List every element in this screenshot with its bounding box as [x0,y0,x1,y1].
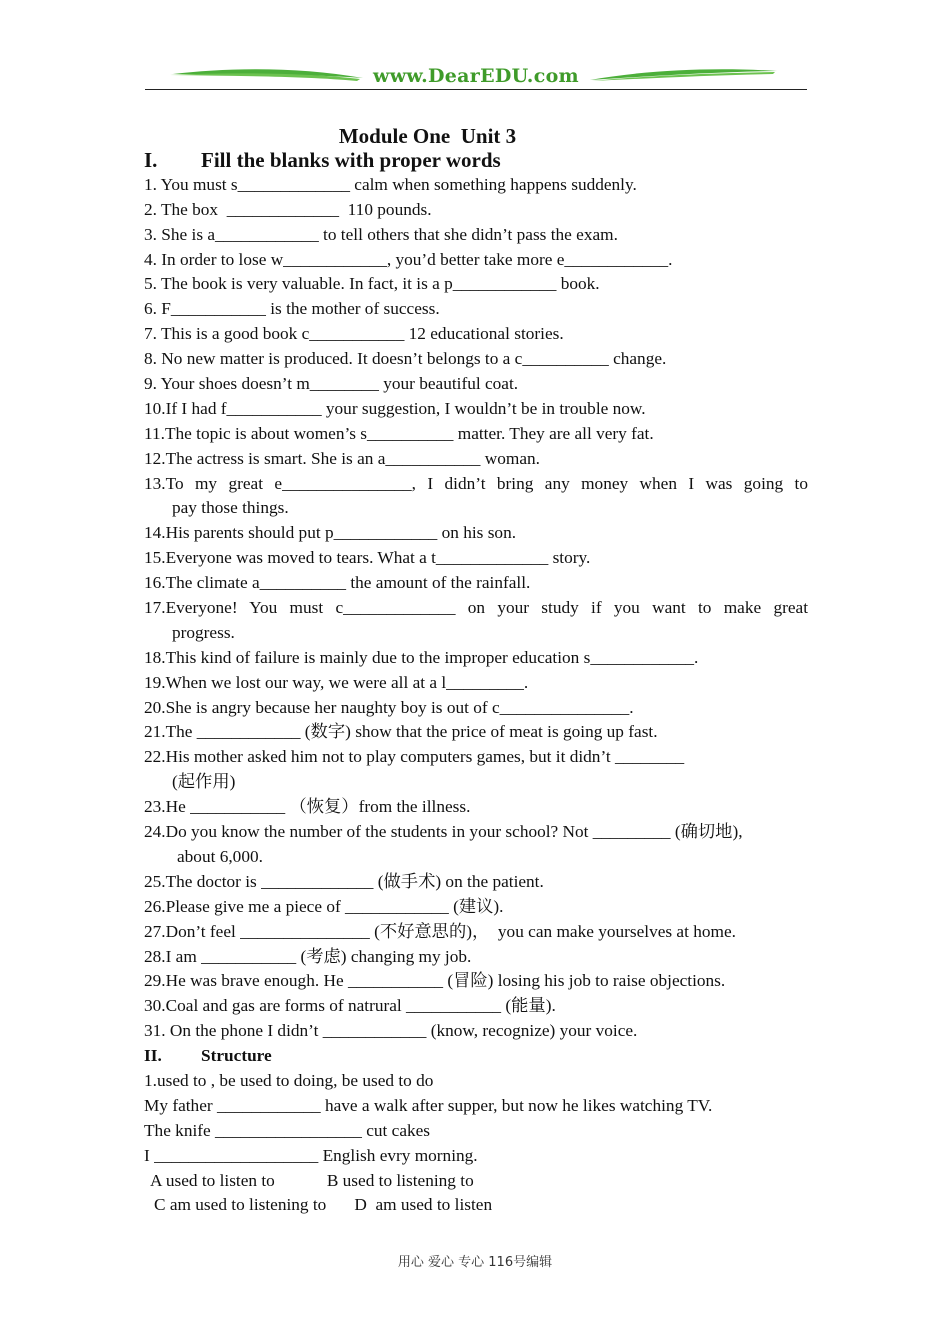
exercise-item: 9. Your shoes doesn’t m________ your beautiful coat. [144,374,519,394]
exercise-item: 10.If I had f___________ your suggestion, I wouldn’t be in trouble now. [144,398,646,418]
exercise-item: 5. The book is very valuable. In fact, it is a p____________ book. [144,274,600,294]
exercise-item: 21.The ____________ (数字) show that the price of meat is going up fast. [144,722,658,742]
exercise-item: 1. You must s_____________ calm when something happens suddenly. [144,174,637,194]
exercise-item: 22.His mother asked him not to play computers games, but it didn’t ________ [144,747,685,767]
exercise-item: 18.This kind of failure is mainly due to the improper education s____________. [144,647,699,667]
option-b: B used to listening to [326,1170,474,1190]
structure-line: I ___________________ English evry morning. [144,1145,478,1165]
exercise-item: 15.Everyone was moved to tears. What a t_____________ story. [144,548,591,568]
exercise-item: 19.When we lost our way, we were all at a l_________. [144,672,529,692]
section-number: I. [144,148,158,172]
exercise-item: 8. No new matter is produced. It doesn’t belongs to a c__________ change. [144,349,667,369]
exercise-item-continuation: progress. [172,622,235,642]
structure-title: 1.used to , be used to doing, be used to do [144,1070,434,1090]
exercise-item: 24.Do you know the number of the students in your school? Not _________ (确切地), [144,822,743,842]
exercise-item: 23.He ___________ （恢复）from the illness. [144,797,471,817]
page-footer: 用心 爱心 专心 116号编辑 [397,1255,553,1270]
exercise-item: 12.The actress is smart. She is an a___________ woman. [144,448,540,468]
section-number: II. [144,1046,162,1066]
options-row-2 [144,1193,808,1218]
exercise-item: 27.Don’t feel _______________ (不好意思的)， you can make yourselves at home. [144,921,736,941]
exercise-item: 30.Coal and gas are forms of natrural ___________ (能量). [144,996,556,1016]
worksheet-body [144,148,808,1218]
option-a: A used to listen to [150,1170,275,1190]
exercise-item-continuation: pay those things. [172,498,289,518]
option-d: D am used to listen [354,1195,493,1215]
options-row-1 [144,1169,808,1194]
page-title: Module One Unit 3 [338,124,517,148]
exercise-item: 2. The box _____________ 110 pounds. [144,199,432,219]
header-rule [145,89,807,90]
exercise-item: 26.Please give me a piece of ____________ (建议). [144,896,504,916]
exercise-item: 20.She is angry because her naughty boy is out of c_______________. [144,697,634,717]
exercise-item: 13.To my great e_______________, I didn’t bring any money when I was going to [144,473,808,493]
exercise-item-continuation: (起作用) [172,772,236,792]
exercise-item: 31. On the phone I didn’t ____________ (know, recognize) your voice. [144,1021,638,1041]
structure-line: My father ____________ have a walk after supper, but now he likes watching TV. [144,1095,713,1115]
exercise-item: 17.Everyone! You must c_____________ on your study if you want to make great [144,598,808,618]
exercise-item: 14.His parents should put p____________ on his son. [144,523,517,543]
exercise-item: 7. This is a good book c___________ 12 educational stories. [144,324,564,344]
exercise-item: 28.I am ___________ (考虑) changing my job. [144,946,472,966]
exercise-item: 6. F___________ is the mother of success. [144,299,440,319]
exercise-item-continuation: about 6,000. [177,846,263,866]
section-title: Fill the blanks with proper words [201,148,501,172]
site-logo-text: www.DearEDU.com [373,65,579,87]
exercise-item: 16.The climate a__________ the amount of the rainfall. [144,573,531,593]
exercise-item: 25.The doctor is _____________ (做手术) on the patient. [144,871,544,891]
section-title: Structure [201,1046,272,1066]
exercise-item: 29.He was brave enough. He ___________ (冒险) losing his job to raise objections. [144,971,726,991]
exercise-item: 3. She is a____________ to tell others that she didn’t pass the exam. [144,224,618,244]
exercise-item: 11.The topic is about women’s s__________ matter. They are all very fat. [144,423,654,443]
structure-line: The knife _________________ cut cakes [144,1120,431,1140]
option-c: C am used to listening to [154,1195,327,1215]
header-banner [145,64,807,92]
section-heading-2 [144,1044,808,1069]
section-heading-1 [144,148,808,173]
exercise-item: 4. In order to lose w____________, you’d better take more e____________. [144,249,673,269]
